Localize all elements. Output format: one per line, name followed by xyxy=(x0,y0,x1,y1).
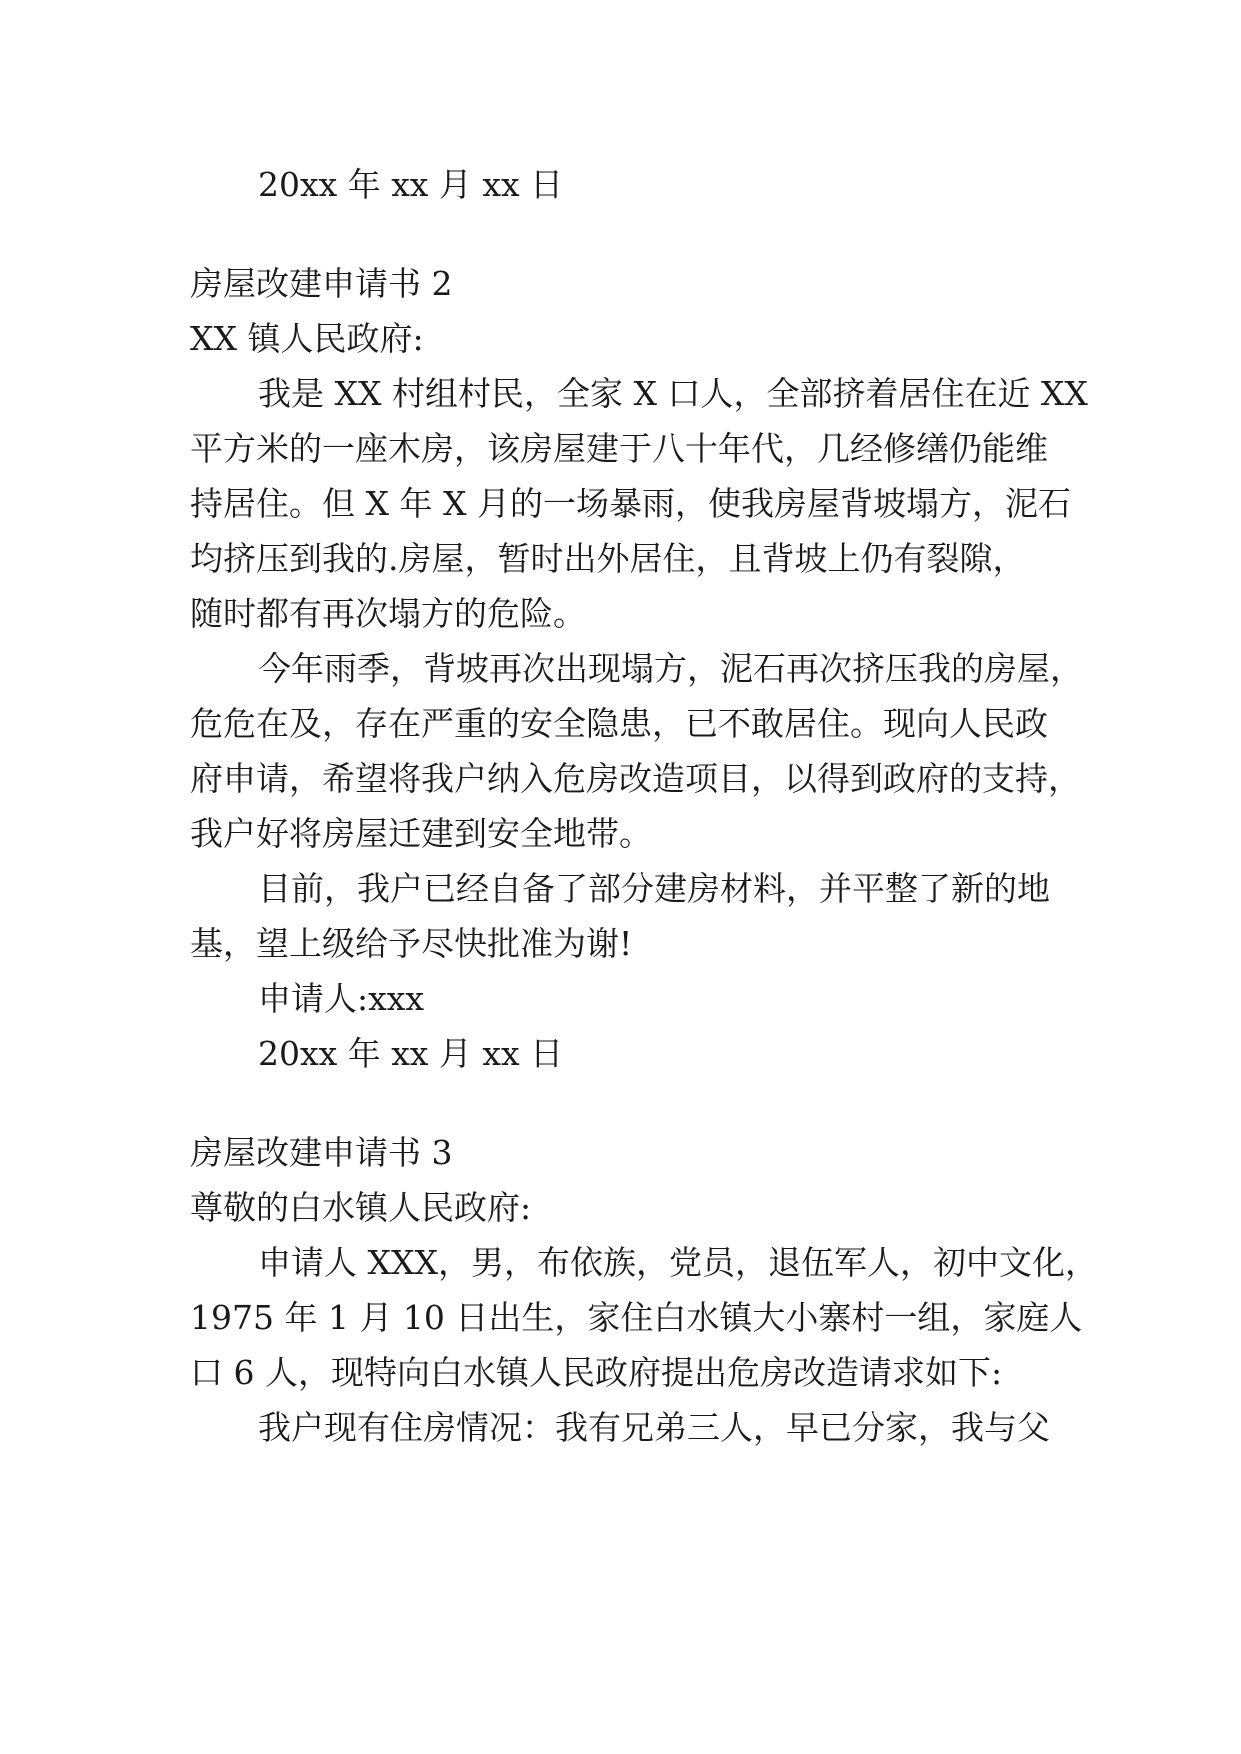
paragraph-line: 基，望上级给予尽快批准为谢! xyxy=(190,924,633,963)
paragraph-line: 我户现有住房情况：我有兄弟三人，早已分家，我与父 xyxy=(258,1408,1050,1447)
paragraph-line: 均挤压到我的.房屋，暂时出外居住，且背坡上仍有裂隙， xyxy=(190,539,1026,578)
applicant-line: 申请人:xxx xyxy=(258,979,424,1018)
paragraph-line: 1975 年 1 月 10 日出生，家住白水镇大小寨村一组，家庭人 xyxy=(190,1298,1083,1337)
paragraph-line: 随时都有再次塌方的危险。 xyxy=(190,594,586,633)
paragraph-line: 申请人 XXX，男，布依族，党员，退伍军人，初中文化， xyxy=(258,1243,1098,1282)
paragraph-line: 持居住。但 X 年 X 月的一场暴雨，使我房屋背坡塌方，泥石 xyxy=(190,484,1071,523)
paragraph-line: 今年雨季，背坡再次出现塌方，泥石再次挤压我的房屋， xyxy=(258,649,1083,688)
date-line: 20xx 年 xx 月 xx 日 xyxy=(258,1034,564,1073)
paragraph-line: 目前，我户已经自备了部分建房材料，并平整了新的地 xyxy=(258,869,1050,908)
paragraph-line: 危危在及，存在严重的安全隐患，已不敢居住。现向人民政 xyxy=(190,704,1048,743)
paragraph-line: 我是 XX 村组村民，全家 X 口人，全部挤着居住在近 XX xyxy=(258,374,1088,413)
salutation: 尊敬的白水镇人民政府: xyxy=(190,1188,532,1227)
section-heading-3: 房屋改建申请书 3 xyxy=(190,1133,453,1172)
paragraph-line: 平方米的一座木房，该房屋建于八十年代，几经修缮仍能维 xyxy=(190,429,1048,468)
paragraph-line: 我户好将房屋迁建到安全地带。 xyxy=(190,814,652,853)
section-heading-2: 房屋改建申请书 2 xyxy=(190,264,453,303)
salutation: XX 镇人民政府: xyxy=(190,319,424,358)
paragraph-line: 府申请，希望将我户纳入危房改造项目，以得到政府的支持， xyxy=(190,759,1081,798)
date-line: 20xx 年 xx 月 xx 日 xyxy=(258,165,564,204)
paragraph-line: 口 6 人，现特向白水镇人民政府提出危房改造请求如下: xyxy=(190,1353,1003,1392)
